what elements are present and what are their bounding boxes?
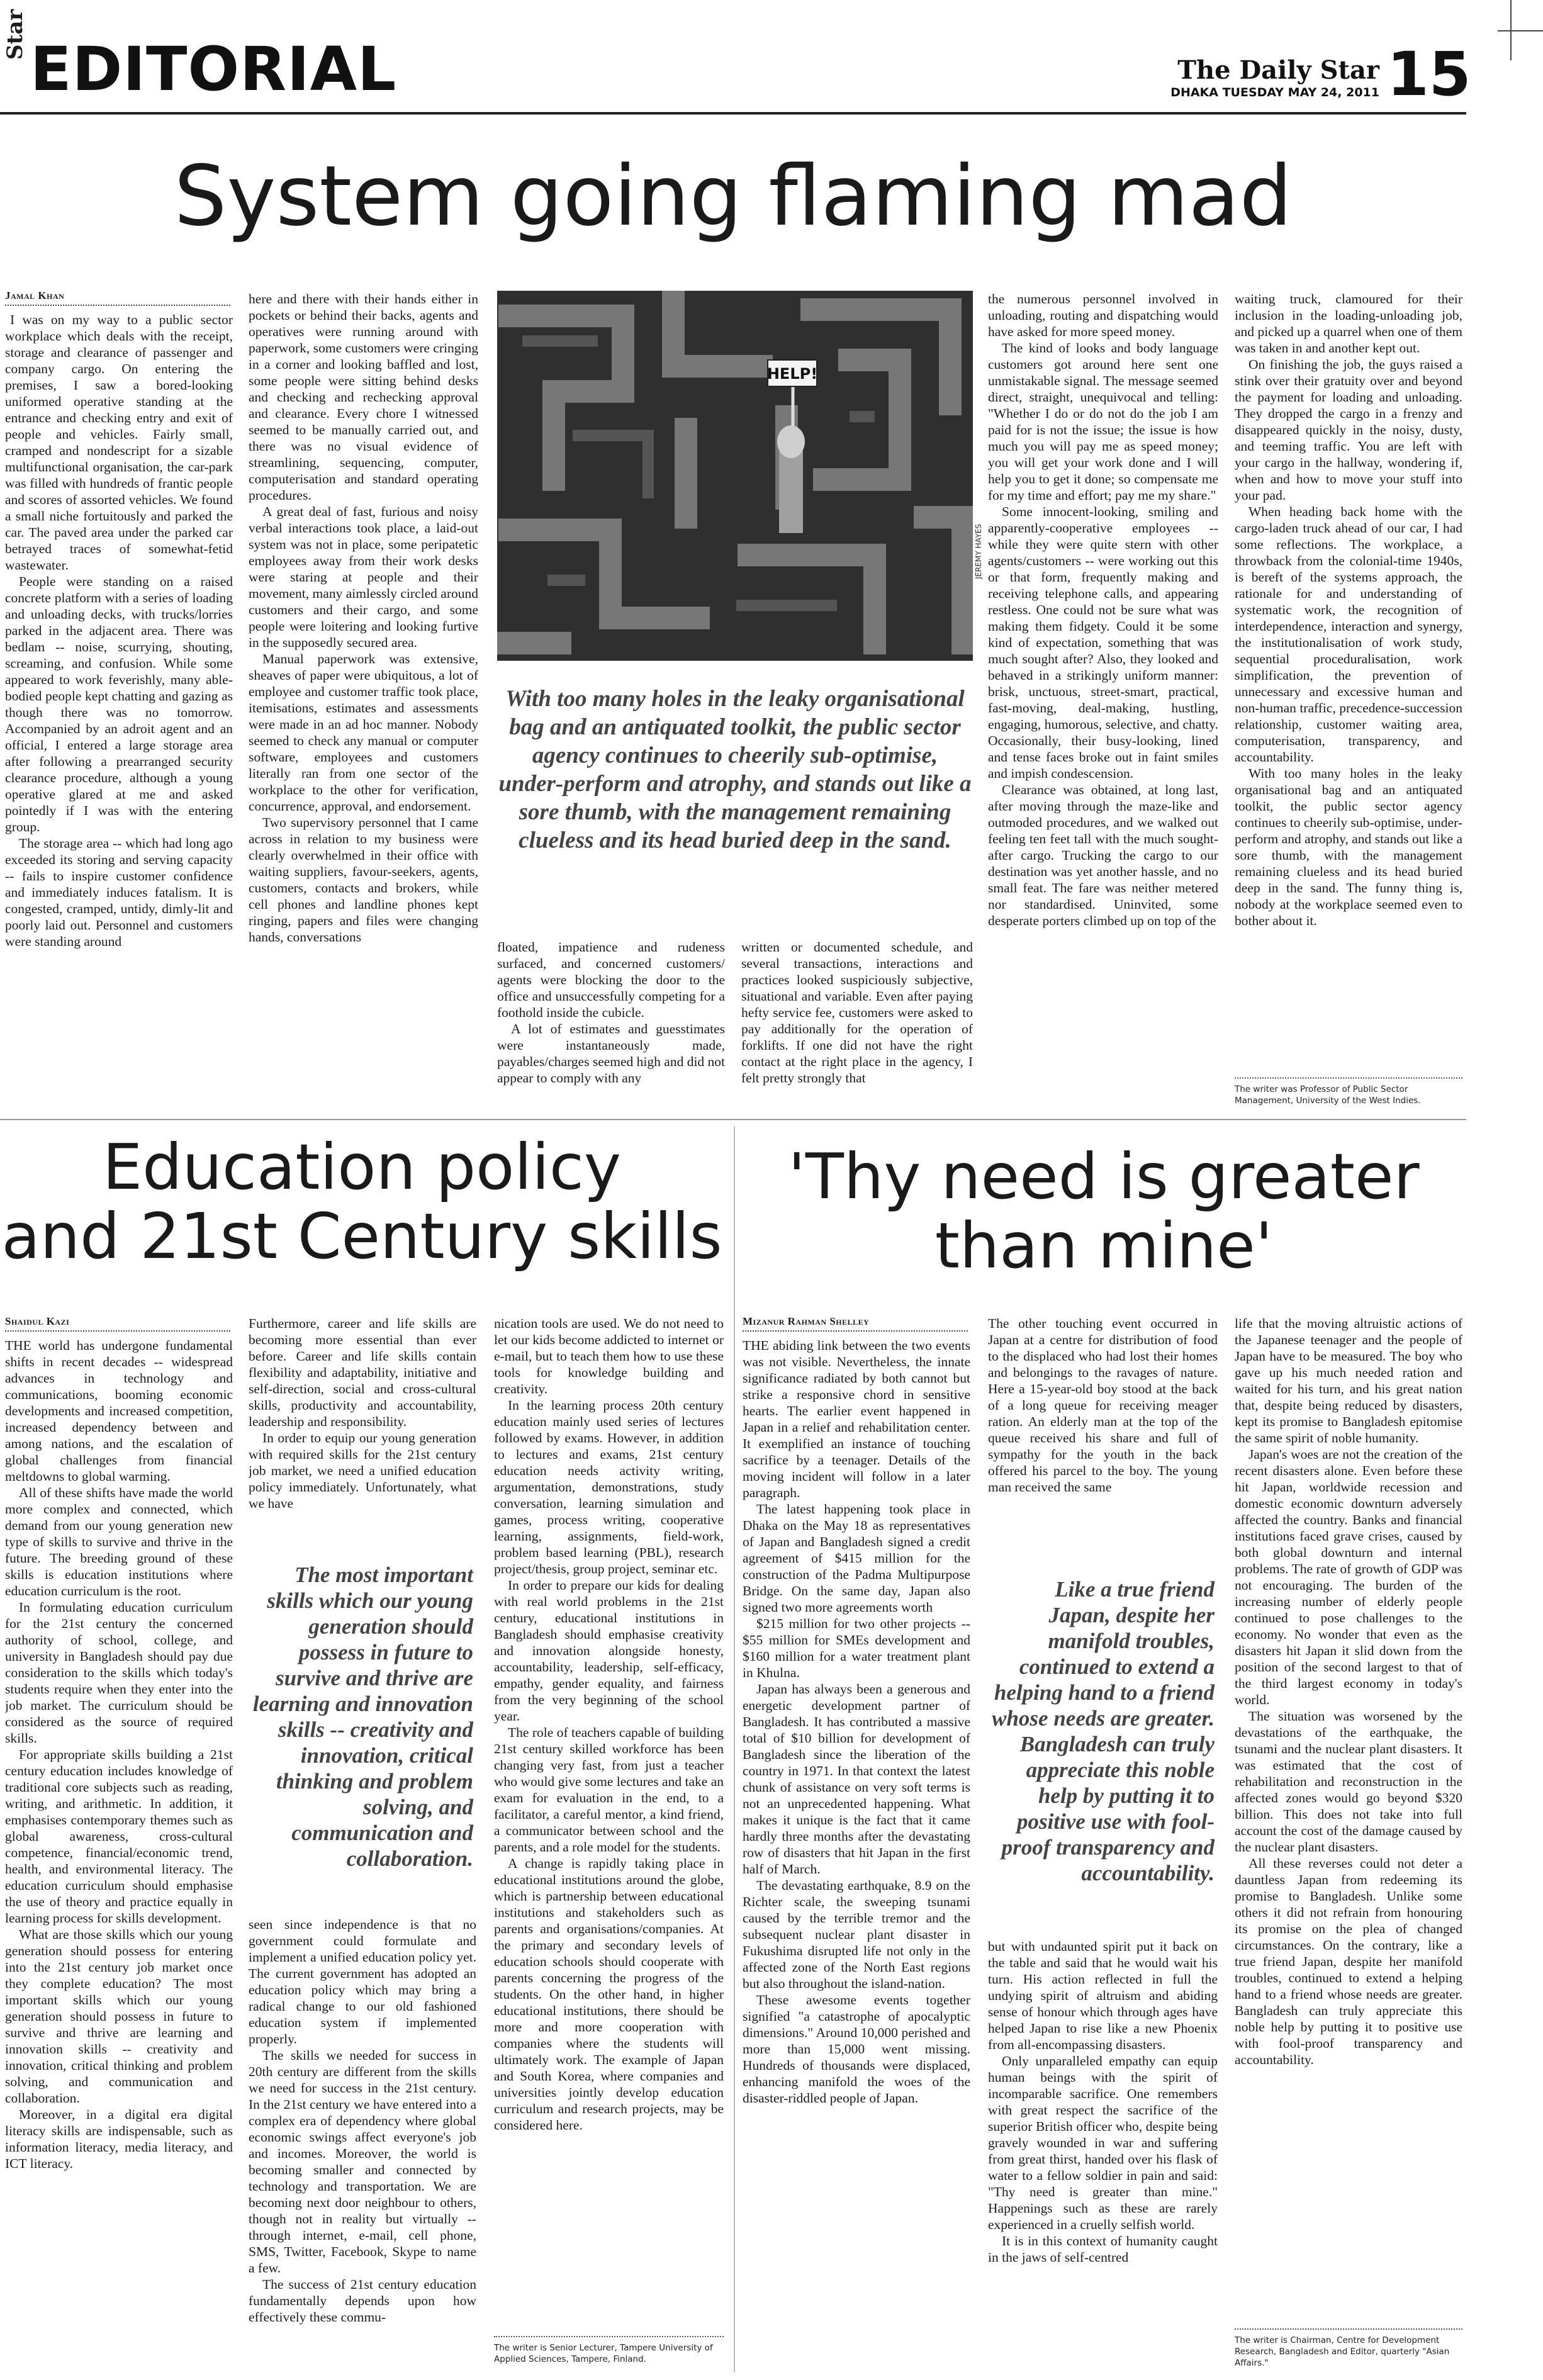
article2-pullquote: The most important skills which our young generation should possess in future to survive and thrive are learning and innovation skills -- creativity and innovation, critical thinking and problem solving, and communication and collaboration. xyxy=(252,1563,473,1871)
article1-paragraph: The storage area -- which had long ago exceeded its storing and serving capacity -- fails to inspire customer confidence and immediately induces fatalism. It is congested, cramped, untidy, dimly-lit and poorly laid out. Personnel and customers were standing around xyxy=(5,836,233,949)
article1-paragraph: Clearance was obtained, at long last, after moving through the maze-like and outmoded procedures, and we walked out feeling ten feet tall with the much sought-after cargo. Trucking the cargo to our destination was yet another hassle, and no small feat. The fare was neither metered nor standardised. Uninvited, some desperate porters climbed up on top of the xyxy=(988,782,1218,928)
article2-paragraph: In formulating education curriculum for the 21st century the concerned authority of school, college, and university in Bangladesh should pay due consideration to the skills which today's students require when they enter into the job market. The curriculum should be considered as the source of required skills. xyxy=(5,1600,233,1746)
article1-column-5 xyxy=(988,291,1218,1111)
article3-paragraph: Japan's woes are not the creation of the recent disasters alone. Even before these hit Japan, worldwide recession and domestic economic downturn adversely affected the country. Banks and financial institutions faced grave crises, caused by both global downturn and internal problems. The rate of growth of GDP was not encouraging. The burden of the increasing number of elderly people continued to pose challenges to the economy. No wonder that even as the disasters hit Japan it slid down from the position of the second largest to that of the third largest economy in today's world. xyxy=(1235,1447,1462,1707)
article1-paragraph: A great deal of fast, furious and noisy verbal interactions took place, a laid-out system was not in place, some peripatetic employees away from their work desks were staring at people and their movement, many aimlessly circled around customers and their cargo, and some people were loitering and looking furtive in the supposedly secured area. xyxy=(249,504,478,650)
article2-paragraph: What are those skills which our young generation should possess for entering into the 21st century job market once they complete education? The most important skills which our young generation should possess in future to survive and thrive are learning and innovation skills -- creativity and innovation, critical thinking and problem solving, and communication and collaboration. xyxy=(5,1927,233,2106)
article2-paragraph: In order to equip our young generation with required skills for the 21st century job market, we need a unified education policy immediately. Unfortunately, what we have xyxy=(249,1430,476,1511)
article2-paragraph: seen since independence is that no government could formulate and implement a unified education policy yet. The current government has adopted an education policy which may bring a radical change to our old fashioned education system if implemented properly. xyxy=(249,1917,476,2046)
article3-headline-line1: 'Thy need is greater xyxy=(788,1140,1420,1213)
article1-paragraph: A lot of estimates and guesstimates were instantaneously made, payables/charges seemed high and did not appear to comply with any xyxy=(497,1021,725,1086)
column-divider xyxy=(734,1126,735,2372)
article2-paragraph: A change is rapidly taking place in educational institutions around the globe, which is partnership between educational institutions and stakeholders such as parents and organisations/companies. At the primary and secondary levels of education schools should cooperate with parents concerning the progress of the students. On the other hand, in higher educational institutions, there should be more and more cooperation with companies where the students will ultimately work. The example of Japan and South Korea, where companies and universities jointly develop education curriculum and research projects, may be considered here. xyxy=(494,1856,724,2133)
article2-paragraph: For appropriate skills building a 21st century education includes knowledge of traditional core subjects such as reading, writing, and arithmetic. In addition, it emphasises contemporary themes such as global awareness, cross-cultural competence, financial/economic trend, health, and environmental literacy. The education curriculum should emphasise the use of theory and practice equally in learning process for skills development. xyxy=(5,1747,233,1926)
article2-column-1 xyxy=(5,1337,233,2377)
article3-paragraph: All these reverses could not deter a dauntless Japan from redeeming its promise to Bangladesh. Unlike some others it did not refrain from honouring its promise on the plea of changed circumstances. On the contrary, like a true friend Japan, despite her manifold troubles, continued to extend a helping hand to a friend whose needs are greater. Bangladesh can truly appreciate this noble help by putting it to positive use with fool-proof transparency and accountability. xyxy=(1235,1856,1462,2067)
illustration-credit: JEREMY HAYES xyxy=(974,524,983,579)
article1-paragraph: I was on my way to a public sector workplace which deals with the receipt, storage and clearance of passenger and company cargo. On entering the premises, I saw a bored-looking uniformed operative standing at the entrance and checking entry and exit of people and vehicles. Fairly small, cramped and nondescript for a sizable multifunctional organisation, the car-park was filled with hundreds of frantic people and scores of assorted vehicles. We found a small niche fortuitously and parked the car. The paved area under the parked car betrayed traces of somewhat-fetid wastewater. xyxy=(5,312,233,573)
article2-paragraph: All of these shifts have made the world more complex and connected, which demand from our young generation new type of skills to survive and thrive in the future. The breeding ground of these skills is education institutions where education curriculum is the root. xyxy=(5,1485,233,1598)
article1-column-3 xyxy=(497,939,725,1111)
article3-paragraph: THE abiding link between the two events was not visible. Nevertheless, the innate significance radiated by both cannot but strike a responsive chord in sensitive hearts. The earlier event happened in Japan in a relief and rehabilitation center. It exemplified an instance of touching sacrifice by a teenager. Details of the moving incident will follow in a later paragraph. xyxy=(743,1338,970,1500)
article3-column-1 xyxy=(743,1337,970,2377)
article1-paragraph: waiting truck, clamoured for their inclusion in the loading-unloading job, and picked up a quarrel when one of them was taken in and another kept out. xyxy=(1235,291,1462,356)
article2-column-2-bottom xyxy=(249,1916,476,2377)
article1-headline: System going flaming mad xyxy=(174,148,1293,245)
article3-paragraph: life that the moving altruistic actions of the Japanese teenager and the people of Japan have to be measured. The boy who gave up his much needed ration and waited for his turn, and his great nation that, despite being reduced by disasters, kept its promise to Bangladesh epitomise the same spirit of noble humanity. xyxy=(1235,1316,1462,1445)
article2-paragraph: The role of teachers capable of building 21st century skilled workforce has been changing very fast, from just a teacher who would give some lectures and take an exam for evaluation in the end, to a facilitator, a careful mentor, a kind friend, a communicator between school and the parents, and a role model for the students. xyxy=(494,1725,724,1855)
article2-headline-line1: Education policy xyxy=(102,1130,622,1204)
maze-illustration xyxy=(497,291,973,661)
article3-paragraph: The devastating earthquake, 8.9 on the Richter scale, the sweeping tsunami caused by the terrible tremor and the subsequent nuclear plant disaster in Fukushima disrupted life not only in the affected zone of the North East regions but also throughout the island-nation. xyxy=(743,1878,970,1991)
article1-paragraph: The kind of looks and body language customers got around here sent one unmistakable signal. The message seemed direct, straight, unequivocal and telling: "Whether I do or do not do the job I am paid for is not the issue; the issue is how much you will pay me as speed money; you will get your work done and I will help you to get it done; so compensate me for my time and effort; pay me my share." xyxy=(988,340,1218,503)
article2-footnote: The writer is Senior Lecturer, Tampere University of Applied Sciences, Tampere, Finland. xyxy=(494,2336,724,2365)
article3-paragraph: but with undaunted spirit put it back on the table and said that he would wait his turn. His action reflected in full the undying spirit of altruism and abiding sense of honour which through ages have helped Japan to rise like a new Phoenix from all-encompassing disasters. xyxy=(988,1939,1218,2052)
article3-headline xyxy=(741,1142,1466,1281)
article2-paragraph: Moreover, in a digital era digital literacy skills are indispensable, such as information literacy, media literacy, and ICT literacy. xyxy=(5,2107,233,2171)
article2-headline xyxy=(0,1130,724,1273)
article3-paragraph: It is in this context of humanity caught in the jaws of self-centred xyxy=(988,2233,1218,2265)
article1-paragraph: here and there with their hands either in pockets or behind their backs, agents and operatives were running around with paperwork, some customers were cringing in a corner and looking baffled and lost, some people were sitting behind desks and checking and rechecking approval and clearance. Every chore I witnessed seemed to be manually carried out, and there was no visual evidence of streamlining, sequencing, computer, computerisation and standard operating procedures. xyxy=(249,291,478,503)
help-sign-text: HELP! xyxy=(766,365,818,383)
maze-illustration-svg xyxy=(497,291,973,661)
article1-paragraph: On finishing the job, the guys raised a stink over their gratuity over and beyond the payment for loading and unloading. They dropped the cargo in a frenzy and disappeared quickly in the noisy, dusty, and teeming traffic. You are left with your cargo in the hallway, wondering if, when and how to move your stuff into your pad. xyxy=(1235,357,1462,503)
article2-headline-line2: and 21st Century skills xyxy=(1,1199,722,1273)
article1-paragraph: Some innocent-looking, smiling and apparently-cooperative employees -- while they were quite stern with other agents/customers -- were working out this or that form, frequently making and receiving telephone calls, and appearing restless. One could not be sure what was making them fidgety. Could it be some kind of expectation, something that was much sought after? Also, they looked and behaved in a strikingly uniform manner: brisk, unctuous, street-smart, practical, fast-moving, deal-making, hustling, engaging, humorous, selective, and chatty. Occasionally, their busy-looking, lined and tense faces broke out in faint smiles and impish condescension. xyxy=(988,504,1218,781)
article3-paragraph: Only unparalleled empathy can equip human beings with the spirit of incomparable sacrifice. One remembers with great respect the sacrifice of the superior British officer who, despite being gravely wounded in war and suffering from great thirst, handed over his flask of water to a fellow soldier in pain and said: "Thy need is greater than mine." Happenings such as these are rarely experienced in a cruelly selfish world. xyxy=(988,2053,1218,2232)
section-divider xyxy=(0,1119,1466,1120)
article3-paragraph: The other touching event occurred in Japan at a centre for distribution of food to the displaced who had lost their homes and belongings to the ravages of nature. Here a 15-year-old boy stood at the back of a long queue for receiving meager ration. An elderly man at the top of the queue received his share and full of sympathy for the youth in the back offered his parcel to the boy. The young man received the same xyxy=(988,1316,1218,1495)
article1-column-4 xyxy=(741,939,973,1111)
article1-column-2 xyxy=(249,291,478,1111)
article3-headline-line2: than mine' xyxy=(934,1209,1273,1283)
crop-mark-horizontal xyxy=(1498,30,1543,31)
section-star-label: Star xyxy=(3,9,28,60)
article3-paragraph: $215 million for two other projects -- $55 million for SMEs development and $160 million for a water treatment plant in Khulna. xyxy=(743,1616,970,1680)
article2-paragraph: In order to prepare our kids for dealing with real world problems in the 21st century, educational institutions in Bangladesh should emphasise creativity and innovation alongside honesty, accountability, leadership, self-efficacy, empathy, gender equality, and fairness from the very beginning of the school year. xyxy=(494,1578,724,1724)
article2-paragraph: The skills we needed for success in 20th century are different from the skills we need for success in the 21st century. In the 21st century we have entered into a complex era of dependency where global economic swings affect everyone's job and incomes. Moreover, the world is becoming smaller and connected by technology and transportation. We are becoming next door neighbour to others, though not in reality but virtually -- through internet, e-mail, cell phone, SMS, Twitter, Facebook, Skype to name a few. xyxy=(249,2048,476,2276)
section-title: EDITORIAL xyxy=(30,34,397,104)
article1-footnote: The writer was Professor of Public Sector Management, University of the West Indies. xyxy=(1235,1077,1462,1106)
article3-column-2-top xyxy=(988,1315,1218,1554)
article1-column-6 xyxy=(1235,291,1462,1068)
article3-column-3 xyxy=(1235,1315,1462,2322)
article3-paragraph: Japan has always been a generous and energetic development partner of Bangladesh. It has contributed a massive total of $10 billion for development of Bangladesh since the liberation of the country in 1971. In that context the latest chunk of assistance on very soft terms is not an unprecedented happening. What makes it unique is the fact that it came hardly three months after the devastating row of disasters that hit Japan in the first half of March. xyxy=(743,1681,970,1877)
article3-pullquote: Like a true friend Japan, despite her manifold troubles, continued to extend a helping hand to a friend whose needs are greater. Bangladesh can truly appreciate this noble help by putting it to positive use with fool-proof transparency and accountability. xyxy=(992,1577,1215,1885)
article1-column-1 xyxy=(5,312,233,1111)
article2-paragraph: In the learning process 20th century education mainly used series of lectures followed by exams. However, in addition to lectures and exams, 21st century education needs activity writing, argumentation, demonstrations, study conversation, learning simulation and games, process writing, cooperative learning, assignments, field-work, problem based learning (PBL), research project/thesis, group project, seminar etc. xyxy=(494,1398,724,1576)
article3-column-2-bottom xyxy=(988,1938,1218,2377)
masthead xyxy=(0,0,1543,120)
article3-paragraph: The situation was worsened by the devastations of the earthquake, the tsunami and the nuclear plant disasters. It was estimated that the cost of rehabilitation and reconstruction in the affected zones would go beyond $320 billion. This does not take into full account the cost of the damage caused by the nuclear plant disasters. xyxy=(1235,1709,1462,1855)
article2-column-2-top xyxy=(249,1315,476,1573)
article1-paragraph: People were standing on a raised concrete platform with a series of loading and unloading decks, with trucks/lorries parked in the adjacent area. There was bedlam -- noise, scurrying, shouting, screaming, and confusion. While some appeared to work feverishly, many able-bodied people kept chatting and gazing as though there was no tomorrow. Accompanied by an adroit agent and an official, I entered a large storage area after following a prearranged security clearance procedure, although a young operative glared at me and asked pointedly if I was with the entering group. xyxy=(5,574,233,834)
article3-paragraph: The latest happening took place in Dhaka on the May 18 as representatives of Japan and Bangladesh signed a credit agreement of $415 million for the construction of the Padma Multipurpose Bridge. On the same day, Japan also signed two more agreements worth xyxy=(743,1502,970,1615)
article3-byline: Mizanur Rahman Shelley xyxy=(743,1315,968,1332)
dateline: DHAKA TUESDAY MAY 24, 2011 xyxy=(1170,86,1379,99)
article1-pullquote: With too many holes in the leaky organisational bag and an antiquated toolkit, the public sector agency continues to cheerily sub-optimise, under-perform and atrophy, and stands out like a sore thumb, with the management remaining clueless and its head buried deep in the sand. xyxy=(498,686,972,853)
article2-paragraph: Furthermore, career and life skills are becoming more essential than ever before. Career and life skills contain flexibility and adaptability, initiative and self-direction, social and cross-cultural skills, productivity and accountability, leadership and responsibility. xyxy=(249,1316,476,1429)
article1-paragraph: floated, impatience and rudeness surfaced, and concerned customers/ agents were blocking the door to the office and unsuccessfully competing for a foothold inside the cubicle. xyxy=(497,940,725,1020)
crop-mark-vertical xyxy=(1510,0,1512,60)
header-rule xyxy=(0,112,1466,115)
article1-paragraph: With too many holes in the leaky organisational bag and an antiquated toolkit, the public sector agency continues to cheerily sub-optimise, under-perform and atrophy, and stands out like a sore thumb, with the management remaining clueless and its head buried deep in the sand. The funny thing is, nobody at the workplace seemed even to bother about it. xyxy=(1235,766,1462,928)
article2-byline: Shaidul Kazi xyxy=(5,1315,230,1332)
article2-paragraph: THE world has undergone fundamental shifts in recent decades -- widespread advances in technology and communications, booming economic developments and increased competition, increased dependency between and among nations, and the escalation of global challenges from financial meltdowns to global warming. xyxy=(5,1338,233,1484)
article2-column-3 xyxy=(494,1315,724,2335)
article1-paragraph: the numerous personnel involved in unloading, routing and dispatching would have asked for more speed money. xyxy=(988,291,1218,339)
article1-paragraph: Manual paperwork was extensive, sheaves of paper were ubiquitous, a lot of employee and customer traffic took place, itemisations, estimates and assessments were made in an ad hoc manner. Nobody seemed to check any manual or computer software, employees and customers literally ran from one sector of the workplace to the other for verification, concurrence, approval, and endorsement. xyxy=(249,651,478,814)
article3-paragraph: These awesome events together signified "a catastrophe of apocalyptic dimensions." Around 10,000 perished and more than 15,000 went missing. Hundreds of thousands were displaced, enhancing manifold the woes of the disaster-riddled people of Japan. xyxy=(743,1992,970,2106)
article1-byline: Jamal Khan xyxy=(5,289,230,306)
newspaper-name: The Daily Star xyxy=(1177,55,1379,85)
page-number: 15 xyxy=(1387,39,1471,109)
article1-paragraph: Two supervisory personnel that I came across in relation to my business were clearly overwhelmed in their office with waiting suppliers, favour-seekers, agents, customers, contacts and brokers, while cell phones and landline phones kept ringing, papers and files were changing hands, conversations xyxy=(249,815,478,945)
article2-paragraph: The success of 21st century education fundamentally depends upon how effectively these commu- xyxy=(249,2277,476,2325)
article3-footnote: The writer is Chairman, Centre for Development Research, Bangladesh and Editor, quarterly "Asian Affairs." xyxy=(1235,2328,1462,2369)
article1-paragraph: written or documented schedule, and several transactions, interactions and practices looked suspiciously subjective, situational and variable. Even after paying hefty service fee, customers were asked to pay additionally for the operation of forklifts. If one did not have the right contact at the right place in the agency, I felt pretty strongly that xyxy=(741,940,973,1086)
article2-paragraph: nication tools are used. We do not need to let our kids become addicted to internet or e-mail, but to teach them how to use these tools for knowledge building and creativity. xyxy=(494,1316,724,1396)
article1-paragraph: When heading back home with the cargo-laden truck ahead of our car, I had some reflections. The workplace, a throwback from the colonial-time 1940s, is bereft of the systems approach, the rationale for and understanding of systematic work, the recognition of interdependence, interaction and synergy, the institutionalisation of work study, sequential proceduralisation, work simplification, the prevention of unnecessary and excessive human and non-human traffic, precedence-succession relationship, customer waiting area, computerisation, transparency, and accountability. xyxy=(1235,504,1462,765)
